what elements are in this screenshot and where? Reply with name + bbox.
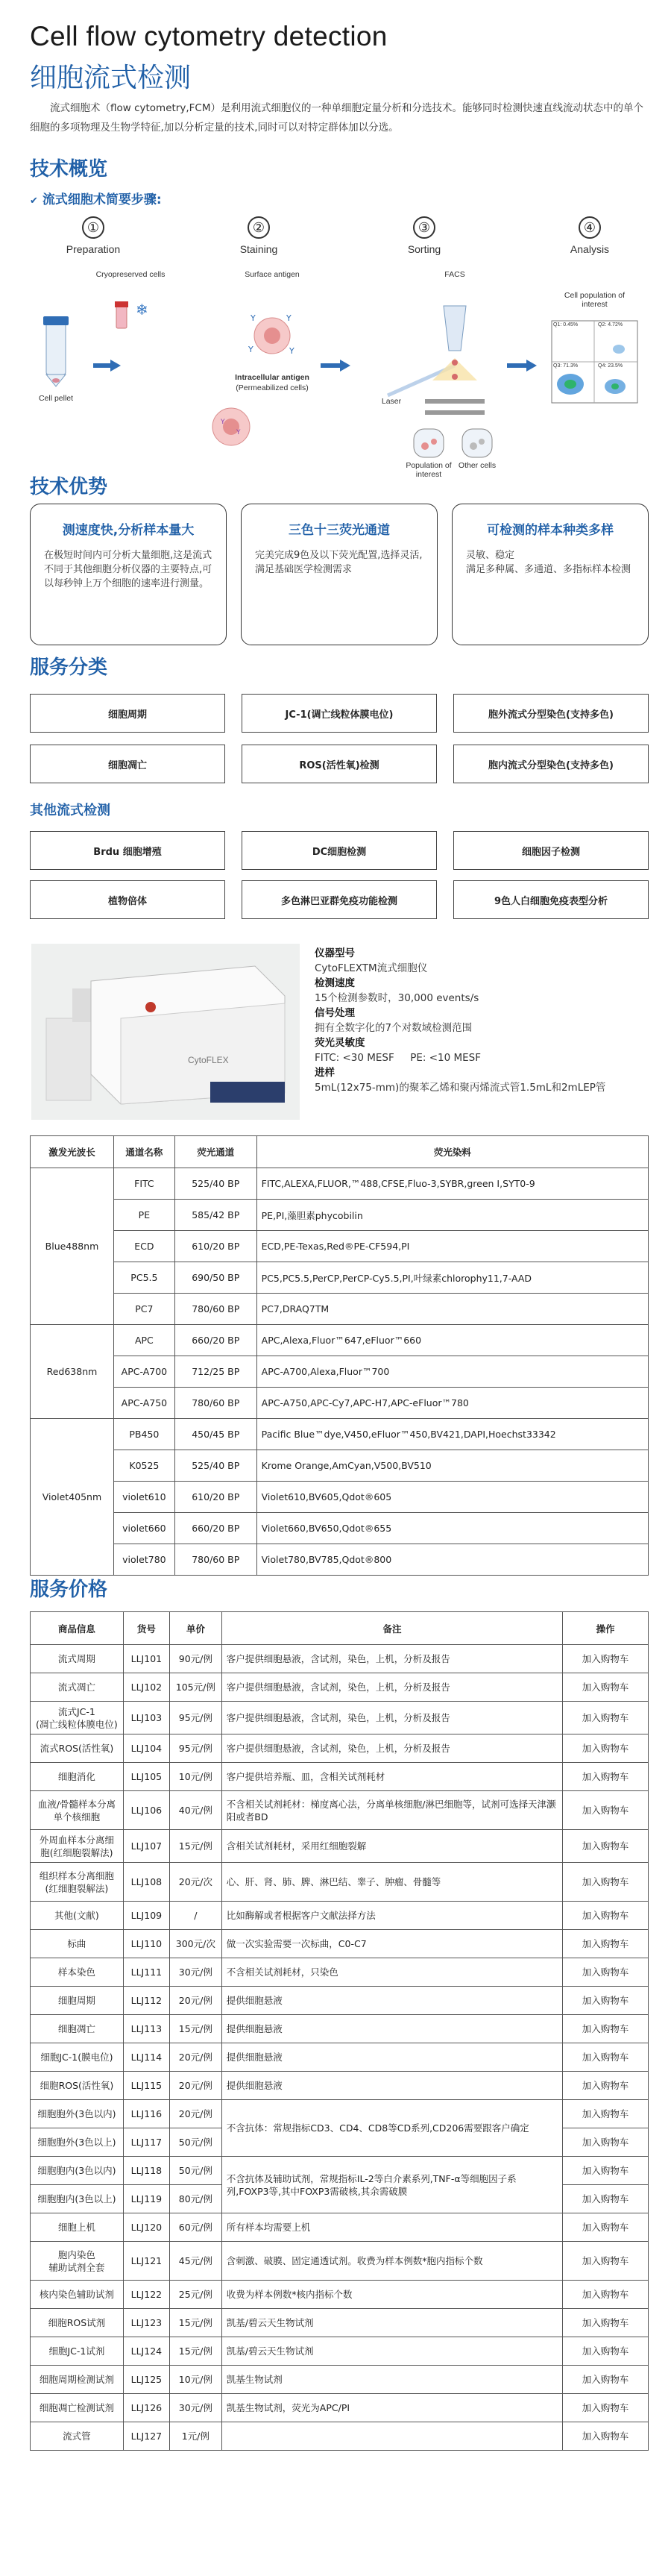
page-title-en: Cell flow cytometry detection [30, 21, 388, 51]
